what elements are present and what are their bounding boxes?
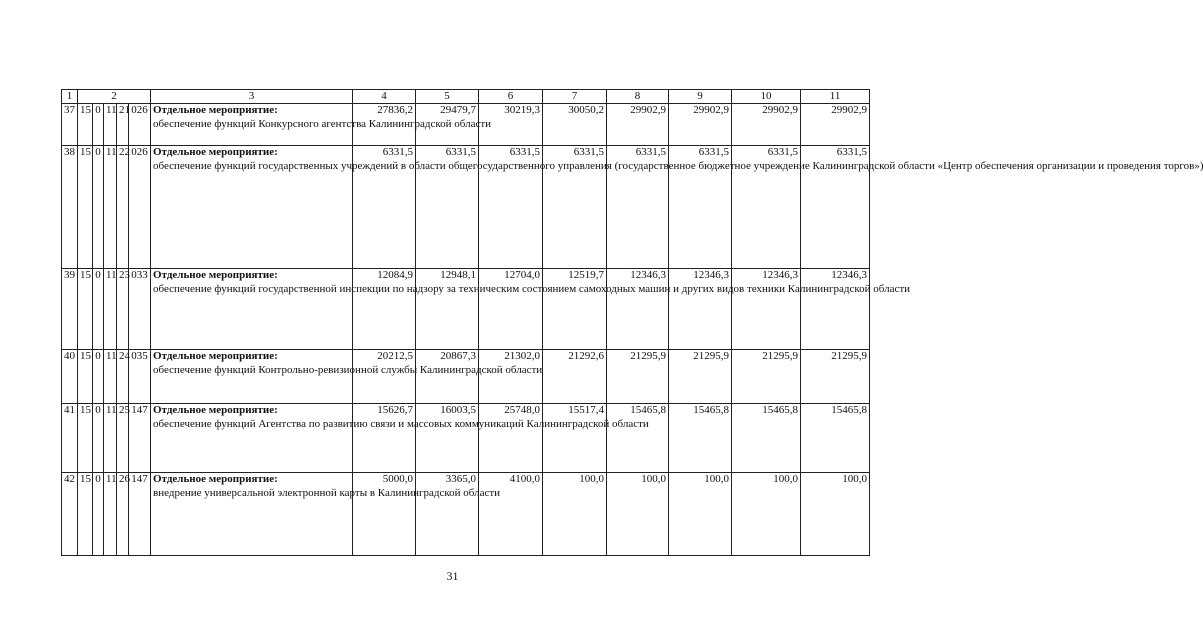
value-cell: 100,0 [607, 473, 669, 556]
table-row [62, 269, 870, 350]
value-cell: 3365,0 [416, 473, 479, 556]
value-cell: 15465,8 [607, 404, 669, 473]
value-cell: 6331,5 [479, 146, 543, 269]
header-cell: 2 [78, 90, 151, 104]
row-number-cell: 38 [62, 146, 78, 269]
value-cell: 21295,9 [801, 350, 870, 404]
code-cell: 26 [117, 473, 129, 556]
value-cell: 25748,0 [479, 404, 543, 473]
header-cell: 11 [801, 90, 870, 104]
value-cell: 6331,5 [353, 146, 416, 269]
measure-title: Отдельное мероприятие: [153, 350, 278, 362]
value-cell: 6331,5 [607, 146, 669, 269]
value-cell: 21295,9 [607, 350, 669, 404]
table-row [62, 473, 870, 556]
value-cell: 15465,8 [732, 404, 801, 473]
measure-title: Отдельное мероприятие: [153, 146, 278, 158]
value-cell: 21295,9 [732, 350, 801, 404]
budget-table [61, 89, 1203, 556]
code-cell: 033 [129, 269, 151, 350]
value-cell: 6331,5 [732, 146, 801, 269]
code-cell: 026 [129, 146, 151, 269]
header-cell: 6 [479, 90, 543, 104]
header-cell: 10 [732, 90, 801, 104]
value-cell: 4100,0 [479, 473, 543, 556]
row-number-cell: 37 [62, 104, 78, 146]
header-cell: 7 [543, 90, 607, 104]
code-cell: 11 [104, 404, 117, 473]
header-cell: 5 [416, 90, 479, 104]
code-cell: 15 [78, 104, 93, 146]
value-cell: 5000,0 [353, 473, 416, 556]
value-cell: 12346,3 [801, 269, 870, 350]
value-cell: 16003,5 [416, 404, 479, 473]
code-cell: 11 [104, 473, 117, 556]
value-cell: 6331,5 [416, 146, 479, 269]
value-cell: 29902,9 [669, 104, 732, 146]
value-cell: 30219,3 [479, 104, 543, 146]
row-number-cell: 39 [62, 269, 78, 350]
value-cell: 6331,5 [669, 146, 732, 269]
value-cell: 12346,3 [669, 269, 732, 350]
value-cell: 15626,7 [353, 404, 416, 473]
header-cell: 4 [353, 90, 416, 104]
value-cell: 21292,6 [543, 350, 607, 404]
header-cell: 1 [62, 90, 78, 104]
value-cell: 100,0 [543, 473, 607, 556]
value-cell: 21302,0 [479, 350, 543, 404]
value-cell: 12346,3 [607, 269, 669, 350]
table-row [62, 350, 870, 404]
measure-title: Отдельное мероприятие: [153, 269, 278, 281]
code-cell: 0 [93, 404, 104, 473]
value-cell: 20212,5 [353, 350, 416, 404]
code-cell: 22 [117, 146, 129, 269]
value-cell: 100,0 [669, 473, 732, 556]
value-cell: 15517,4 [543, 404, 607, 473]
code-cell: 15 [78, 473, 93, 556]
row-number-cell: 42 [62, 473, 78, 556]
value-cell: 15465,8 [801, 404, 870, 473]
value-cell: 12519,7 [543, 269, 607, 350]
code-cell: 11 [104, 350, 117, 404]
value-cell: 6331,5 [543, 146, 607, 269]
value-cell: 27836,2 [353, 104, 416, 146]
measure-title: Отдельное мероприятие: [153, 473, 278, 485]
value-cell: 100,0 [801, 473, 870, 556]
table-row [62, 146, 870, 269]
row-number-cell: 41 [62, 404, 78, 473]
measure-description: обеспечение функций государственных учреждений в области общегосударственного управления (государственное бюджетное учреждение Калининградской области «Центр обеспечения организации и проведения торгов») [153, 159, 1203, 172]
value-cell: 6331,5 [801, 146, 870, 269]
code-cell: 25 [117, 404, 129, 473]
code-cell: 0 [93, 146, 104, 269]
value-cell: 12704,0 [479, 269, 543, 350]
value-cell: 21295,9 [669, 350, 732, 404]
measure-description: обеспечение функций Агентства по развитию связи и массовых коммуникаций Калининградской области [153, 417, 649, 430]
row-number-cell: 40 [62, 350, 78, 404]
header-cell: 8 [607, 90, 669, 104]
header-cell: 9 [669, 90, 732, 104]
code-cell: 15 [78, 350, 93, 404]
code-cell: 147 [129, 473, 151, 556]
table-row [62, 404, 870, 473]
code-cell: 15 [78, 146, 93, 269]
code-cell: 11 [104, 146, 117, 269]
code-cell: 147 [129, 404, 151, 473]
code-cell: 035 [129, 350, 151, 404]
code-cell: 23 [117, 269, 129, 350]
value-cell: 100,0 [732, 473, 801, 556]
code-cell: 15 [78, 269, 93, 350]
measure-description: обеспечение функций Контрольно-ревизионной службы Калининградской области [153, 363, 543, 376]
code-cell: 11 [104, 269, 117, 350]
table-row [62, 104, 870, 146]
measure-title: Отдельное мероприятие: [153, 404, 278, 416]
code-cell: 0 [93, 269, 104, 350]
value-cell: 12346,3 [732, 269, 801, 350]
measure-description: внедрение универсальной электронной карты в Калининградской области [153, 486, 501, 499]
code-cell: 11 [104, 104, 117, 146]
code-cell: 0 [93, 350, 104, 404]
value-cell: 12084,9 [353, 269, 416, 350]
header-row [62, 90, 870, 104]
value-cell: 30050,2 [543, 104, 607, 146]
measure-description: обеспечение функций Конкурсного агентства Калининградской области [153, 117, 492, 130]
value-cell: 29479,7 [416, 104, 479, 146]
value-cell: 20867,3 [416, 350, 479, 404]
header-cell: 3 [151, 90, 353, 104]
value-cell: 29902,9 [801, 104, 870, 146]
value-cell: 12948,1 [416, 269, 479, 350]
page-number: 31 [446, 569, 459, 583]
code-cell: 15 [78, 404, 93, 473]
code-cell: 0 [93, 473, 104, 556]
code-cell: 24 [117, 350, 129, 404]
code-cell: 0 [93, 104, 104, 146]
measure-title: Отдельное мероприятие: [153, 104, 278, 116]
value-cell: 29902,9 [607, 104, 669, 146]
code-cell: 026 [129, 104, 151, 146]
value-cell: 15465,8 [669, 404, 732, 473]
code-cell: 21 [117, 104, 129, 146]
value-cell: 29902,9 [732, 104, 801, 146]
measure-description: обеспечение функций государственной инспекции по надзору за техническим состоянием самоходных машин и других видов техники Калининградской области [153, 282, 911, 295]
